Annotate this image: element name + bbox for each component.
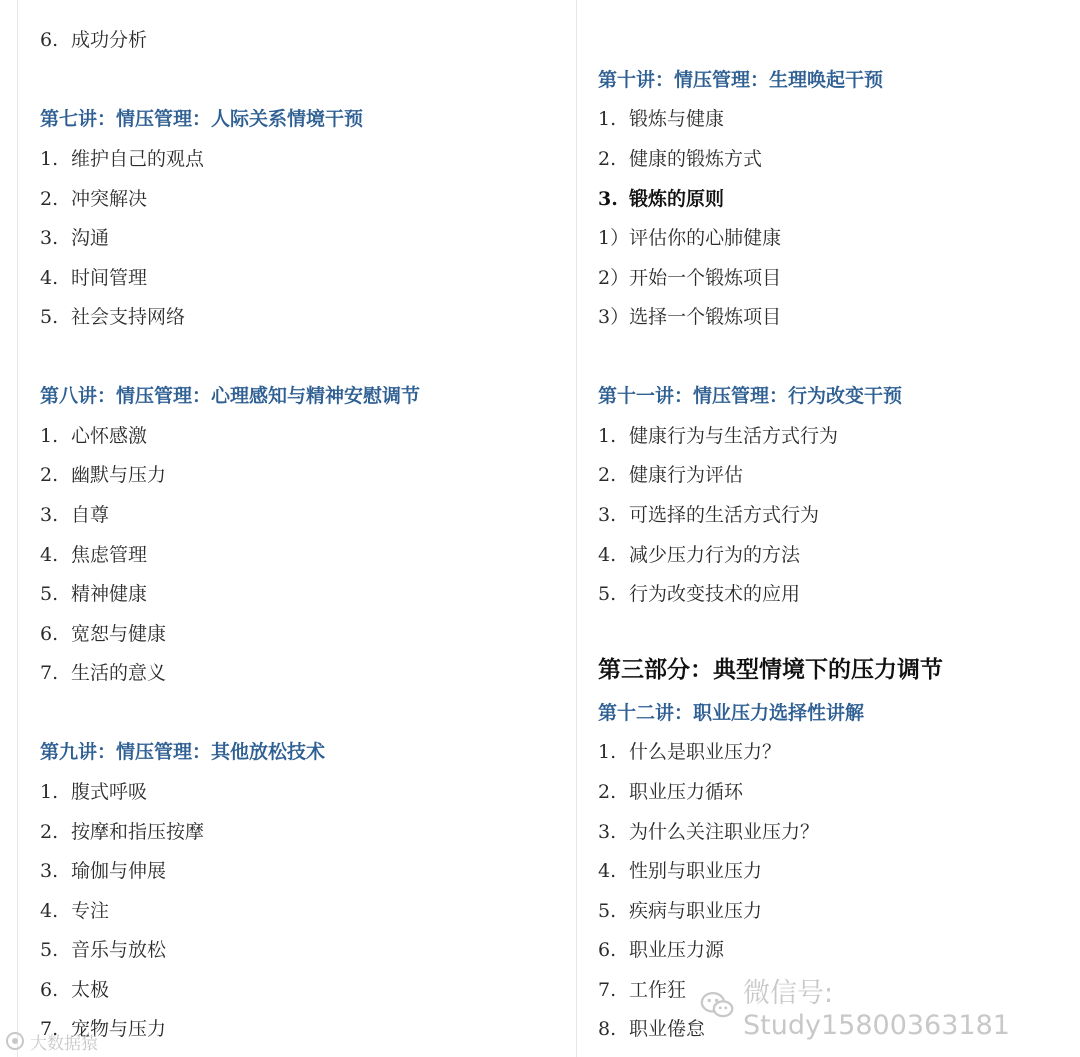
item-number: 2. xyxy=(40,464,59,486)
sub-list-item xyxy=(598,266,781,290)
item-number: 2. xyxy=(40,188,59,210)
item-text: 太极 xyxy=(71,979,110,1001)
item-text: 心怀感激 xyxy=(71,425,148,447)
item-number: 2. xyxy=(598,148,617,170)
section-heading: 第十一讲：情压管理：行为改变干预 xyxy=(598,385,903,407)
item-number: 3. xyxy=(40,227,59,249)
item-text: 精神健康 xyxy=(71,583,148,605)
list-item xyxy=(40,582,147,606)
item-text: 可选择的生活方式行为 xyxy=(629,504,820,526)
item-text: 减少压力行为的方法 xyxy=(629,544,801,566)
list-item xyxy=(598,820,819,844)
section-heading: 第八讲：情压管理：心理感知与精神安慰调节 xyxy=(40,385,421,407)
item-text: 宠物与压力 xyxy=(71,1018,167,1040)
logo-icon xyxy=(4,1030,26,1052)
sub-list-item xyxy=(598,305,781,329)
list-item xyxy=(40,978,109,1002)
item-number: 1） xyxy=(598,227,630,249)
item-number: 1. xyxy=(40,425,59,447)
list-item xyxy=(40,266,147,290)
item-text: 疾病与职业压力 xyxy=(629,900,763,922)
item-text: 沟通 xyxy=(71,227,110,249)
list-item xyxy=(598,899,762,923)
list-item xyxy=(40,859,166,883)
item-number: 5. xyxy=(598,583,617,605)
item-text: 行为改变技术的应用 xyxy=(629,583,801,605)
list-item xyxy=(40,622,166,646)
item-number: 5. xyxy=(40,583,59,605)
column-divider xyxy=(576,0,577,1057)
corner-watermark xyxy=(4,1028,98,1054)
list-item xyxy=(598,1017,705,1041)
list-item xyxy=(598,938,724,962)
item-text: 职业压力源 xyxy=(629,939,725,961)
list-item xyxy=(40,899,109,923)
item-text: 成功分析 xyxy=(71,29,148,51)
item-number: 1. xyxy=(40,148,59,170)
wechat-icon xyxy=(700,990,735,1022)
item-number: 3. xyxy=(598,188,618,210)
list-item xyxy=(40,424,147,448)
item-number: 4. xyxy=(598,544,617,566)
item-number: 2. xyxy=(598,781,617,803)
item-text: 自尊 xyxy=(71,504,110,526)
item-text: 健康行为评估 xyxy=(629,464,744,486)
list-item xyxy=(598,463,743,487)
item-text: 生活的意义 xyxy=(71,662,167,684)
item-text: 社会支持网络 xyxy=(71,306,186,328)
item-number: 3. xyxy=(40,860,59,882)
item-text: 幽默与压力 xyxy=(71,464,167,486)
item-number: 7. xyxy=(40,1018,59,1040)
list-item xyxy=(40,938,166,962)
item-number: 3. xyxy=(598,821,617,843)
item-text: 冲突解决 xyxy=(71,188,148,210)
item-number: 1. xyxy=(40,781,59,803)
item-text: 音乐与放松 xyxy=(71,939,167,961)
item-number: 8. xyxy=(598,1018,617,1040)
list-item xyxy=(40,661,166,685)
item-number: 5. xyxy=(40,939,59,961)
item-number: 6. xyxy=(40,979,59,1001)
part-title: 第三部分：典型情境下的压力调节 xyxy=(598,656,943,683)
item-number: 5. xyxy=(598,900,617,922)
item-text: 时间管理 xyxy=(71,267,148,289)
item-text: 瑜伽与伸展 xyxy=(71,860,167,882)
item-number: 1. xyxy=(598,425,617,447)
item-number: 4. xyxy=(40,267,59,289)
item-number: 4. xyxy=(598,860,617,882)
item-number: 5. xyxy=(40,306,59,328)
list-item xyxy=(40,305,185,329)
list-item xyxy=(40,780,147,804)
wechat-watermark xyxy=(700,978,1080,1041)
item-number: 1. xyxy=(598,741,617,763)
list-item xyxy=(40,820,204,844)
list-item xyxy=(598,780,743,804)
item-text: 职业倦怠 xyxy=(629,1018,706,1040)
list-item xyxy=(598,740,781,764)
list-item xyxy=(40,187,147,211)
item-number: 1. xyxy=(598,108,617,130)
item-number: 6. xyxy=(598,939,617,961)
list-item xyxy=(40,543,147,567)
item-number: 7. xyxy=(40,662,59,684)
list-item xyxy=(598,187,724,211)
item-text: 健康行为与生活方式行为 xyxy=(629,425,839,447)
list-item xyxy=(598,582,800,606)
item-text: 工作狂 xyxy=(629,979,687,1001)
item-text: 按摩和指压按摩 xyxy=(71,821,205,843)
watermark-text: 微信号: Study15800363181 xyxy=(743,978,1010,1041)
item-text: 选择一个锻炼项目 xyxy=(629,306,782,328)
list-item xyxy=(598,859,762,883)
item-text: 腹式呼吸 xyxy=(71,781,148,803)
item-number: 7. xyxy=(598,979,617,1001)
item-number: 3） xyxy=(598,306,630,328)
item-text: 健康的锻炼方式 xyxy=(629,148,763,170)
item-number: 2. xyxy=(598,464,617,486)
list-item xyxy=(40,503,109,527)
item-text: 开始一个锻炼项目 xyxy=(629,267,782,289)
section-heading: 第七讲：情压管理：人际关系情境干预 xyxy=(40,108,364,130)
item-text: 什么是职业压力？ xyxy=(629,741,782,763)
list-item xyxy=(598,107,724,131)
left-margin-rule xyxy=(17,0,18,1057)
item-text: 评估你的心肺健康 xyxy=(629,227,782,249)
item-text: 锻炼与健康 xyxy=(629,108,725,130)
item-text: 为什么关注职业压力？ xyxy=(629,821,820,843)
item-number: 4. xyxy=(40,900,59,922)
item-text: 职业压力循环 xyxy=(629,781,744,803)
item-text: 锻炼的原则 xyxy=(629,188,725,210)
section-heading: 第十讲：情压管理：生理唤起干预 xyxy=(598,69,884,91)
list-item xyxy=(598,147,762,171)
item-number: 2） xyxy=(598,267,630,289)
list-item xyxy=(598,543,800,567)
list-item xyxy=(598,978,686,1002)
list-item xyxy=(40,226,109,250)
item-number: 2. xyxy=(40,821,59,843)
item-text: 宽恕与健康 xyxy=(71,623,167,645)
sub-list-item xyxy=(598,226,781,250)
corner-watermark-text: 大数据猿 xyxy=(30,1033,98,1054)
item-number: 4. xyxy=(40,544,59,566)
item-text: 专注 xyxy=(71,900,110,922)
list-item xyxy=(598,424,838,448)
list-item xyxy=(598,503,819,527)
list-item xyxy=(40,28,147,52)
item-number: 6. xyxy=(40,623,59,645)
list-item xyxy=(40,463,166,487)
item-text: 焦虑管理 xyxy=(71,544,148,566)
item-number: 3. xyxy=(40,504,59,526)
section-heading: 第九讲：情压管理：其他放松技术 xyxy=(40,741,326,763)
item-number: 6. xyxy=(40,29,59,51)
section-heading: 第十二讲：职业压力选择性讲解 xyxy=(598,702,865,724)
item-number: 3. xyxy=(598,504,617,526)
item-text: 性别与职业压力 xyxy=(629,860,763,882)
item-text: 维护自己的观点 xyxy=(71,148,205,170)
list-item xyxy=(40,147,204,171)
